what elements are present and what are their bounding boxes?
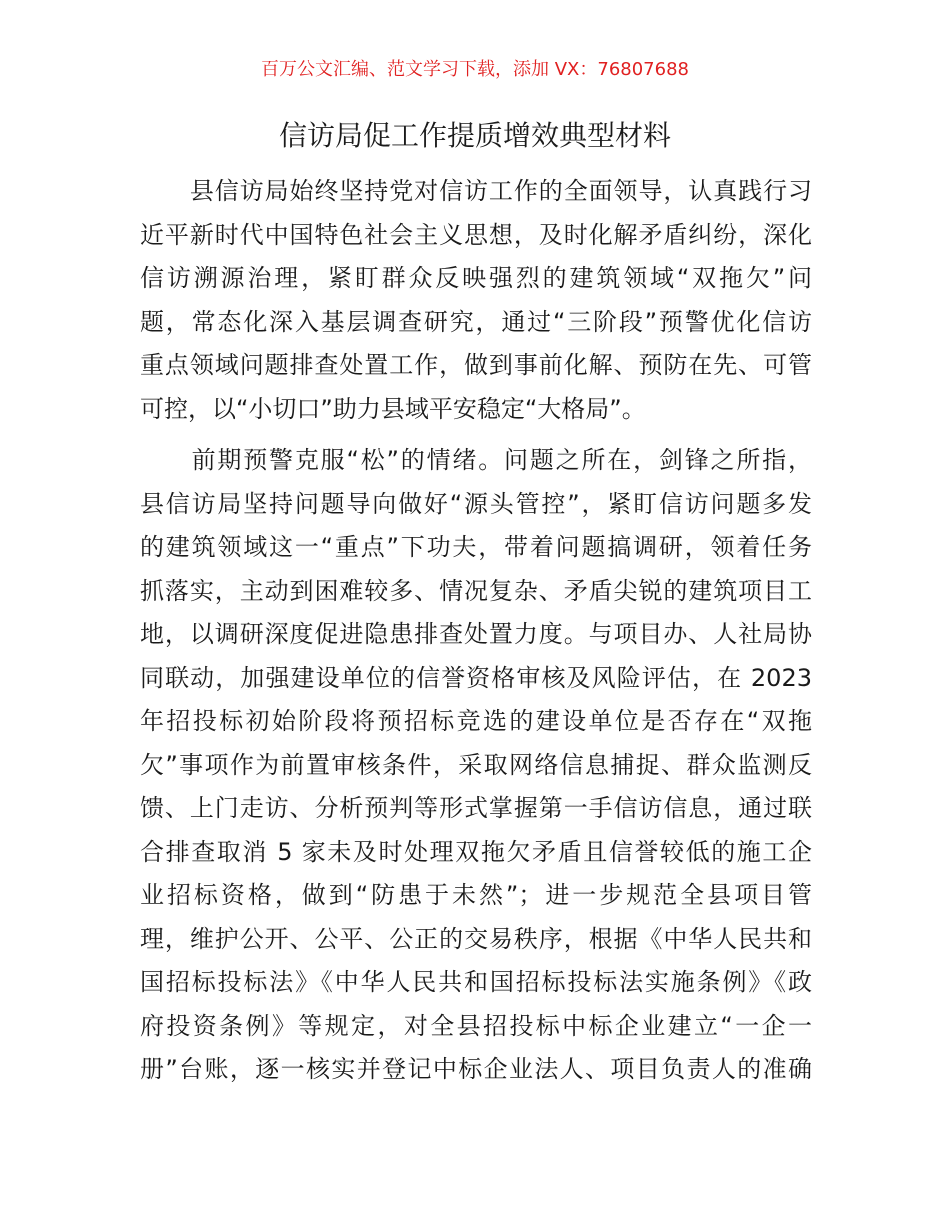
text-line: 近平新时代中国特色社会主义思想，及时化解矛盾纠纷，深化 [140, 220, 812, 249]
page-title: 信访局促工作提质增效典型材料 [278, 119, 671, 152]
text-line: 府投资条例》等规定，对全县招投标中标企业建立“一企一 [140, 1011, 812, 1040]
text-line: 题，常态化深入基层调查研究，通过“三阶段”预警优化信访 [140, 307, 812, 336]
paragraph-2 [140, 439, 812, 1092]
text-line: 业招标资格，做到“防患于未然”；进一步规范全县项目管 [140, 881, 812, 909]
text-line: 同联动，加强建设单位的信誉资格审核及风险评估，在 2023 [140, 663, 812, 692]
text-line: 欠”事项作为前置审核条件，采取网络信息捕捉、群众监测反 [140, 750, 812, 779]
text-line: 册”台账，逐一核实并登记中标企业法人、项目负责人的准确 [140, 1055, 812, 1083]
text-line: 信访溯源治理，紧盯群众反映强烈的建筑领域“双拖欠”问 [140, 264, 812, 292]
header-note: 百万公文汇编、范文学习下载，添加 VX：76807688 [261, 59, 689, 80]
text-line: 合排查取消 5 家未及时处理双拖欠矛盾且信誉较低的施工企 [140, 837, 812, 866]
text-line: 馈、上门走访、分析预判等形式掌握第一手信访信息，通过联 [140, 794, 812, 822]
text-line: 年招投标初始阶段将预招标竞选的建设单位是否存在“双拖 [140, 707, 812, 735]
text-line: 县信访局坚持问题导向做好“源头管控”，紧盯信访问题多发 [140, 489, 812, 518]
text-line: 重点领域问题排查处置工作，做到事前化解、预防在先、可管 [140, 351, 812, 379]
text-line: 抓落实，主动到困难较多、情况复杂、矛盾尖锐的建筑项目工 [140, 576, 812, 605]
text-line: 国招标投标法》《中华人民共和国招标投标法实施条例》《政 [140, 968, 812, 996]
text-line: 前期预警克服“松”的情绪。问题之所在，剑锋之所指， [140, 446, 812, 474]
paragraph-1 [140, 170, 812, 431]
text-line: 地，以调研深度促进隐患排查处置力度。与项目办、人社局协 [140, 620, 812, 648]
document-body [140, 170, 812, 1092]
text-line: 理，维护公开、公平、公正的交易秩序，根据《中华人民共和 [140, 924, 812, 953]
text-line: 县信访局始终坚持党对信访工作的全面领导，认真践行习 [140, 177, 812, 205]
text-line: 的建筑领域这一“重点”下功夫，带着问题搞调研，领着任务 [140, 533, 812, 561]
text-line: 可控，以“小切口”助力县域平安稳定“大格局”。 [140, 394, 646, 423]
